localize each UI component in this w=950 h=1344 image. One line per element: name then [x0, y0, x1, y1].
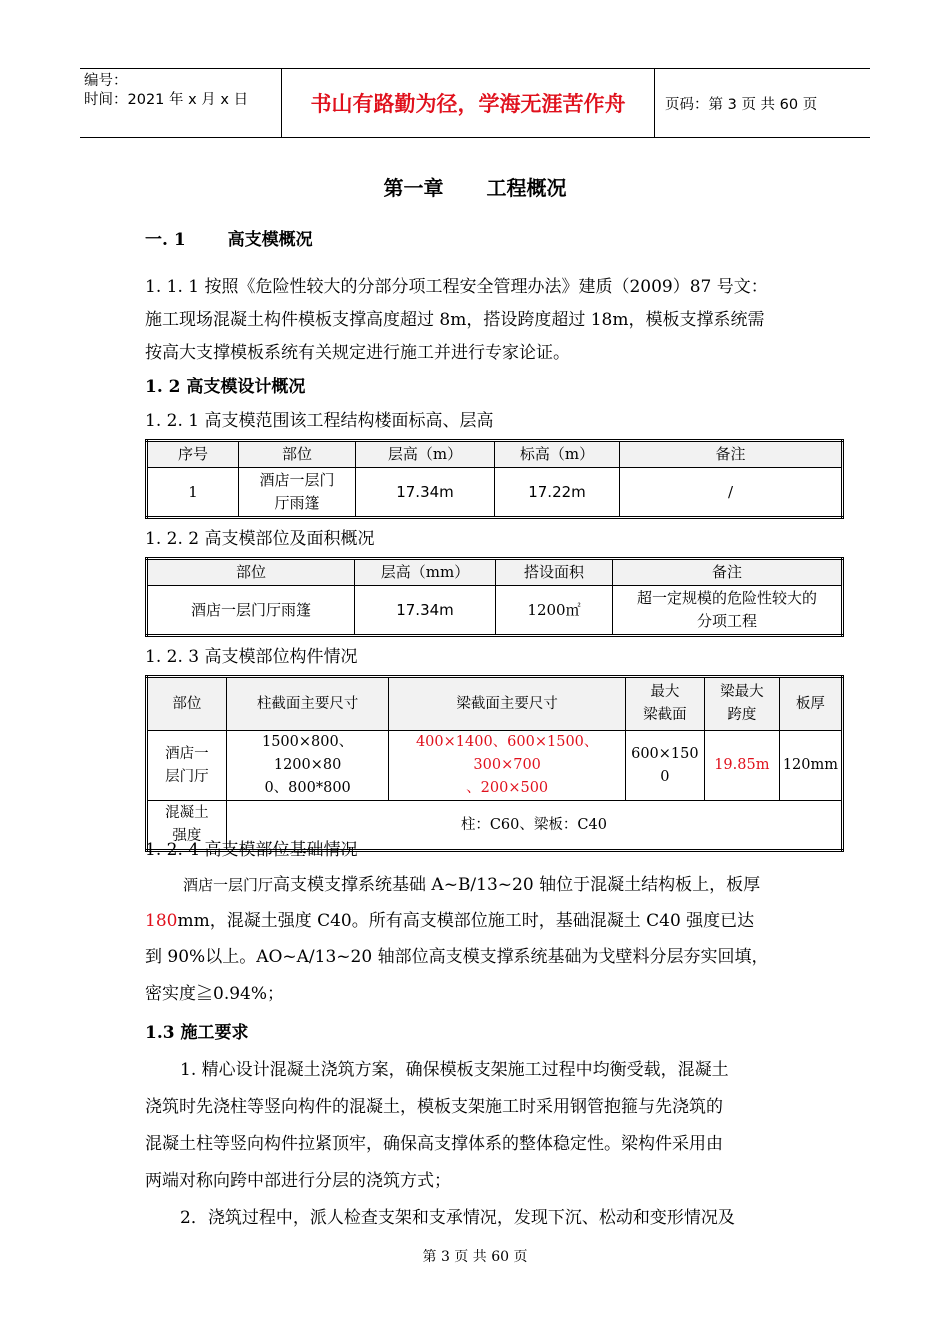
- th-span-line: 梁最大: [720, 684, 764, 700]
- cell-maxbeam: [625, 731, 704, 801]
- paragraph-line: 按高大支撑模板系统有关规定进行施工并进行专家论证。: [145, 343, 570, 363]
- chapter-number: 第一章: [383, 176, 444, 200]
- table-area: [145, 557, 844, 637]
- table-caption-2: 1. 2. 2 高支模部位及面积概况: [145, 529, 375, 549]
- th-part: 部位: [147, 559, 355, 586]
- paragraph-line: [145, 906, 754, 931]
- section-name: 高支模概况: [227, 230, 313, 250]
- cell-label-line: 强度: [172, 828, 202, 844]
- table-header-row: [147, 559, 843, 586]
- paragraph-line: 2．浇筑过程中，派人检查支架和支承情况，发现下沉、松动和变形情况及: [180, 1208, 735, 1228]
- cell-height: 17.34m: [355, 586, 496, 636]
- th-note: 备注: [620, 441, 843, 468]
- paragraph-line: 施工现场混凝土构件模板支撑高度超过 8m，搭设跨度超过 18m，模板支撑系统需: [145, 310, 765, 330]
- section-number: 一. 1: [145, 230, 186, 250]
- paragraph-span: mm，混凝土强度 C40。所有高支模部位施工时，基础混凝土 C40 强度已达: [177, 911, 755, 931]
- th-area: 搭设面积: [496, 559, 613, 586]
- cell-note-line: 分项工程: [696, 612, 757, 630]
- th-part: 部位: [239, 441, 356, 468]
- header-motto: 书山有路勤为径，学海无涯苦作舟: [282, 69, 655, 137]
- highlight-value: 180: [145, 911, 178, 931]
- table-header-row: [147, 677, 843, 731]
- paragraph-line: 两端对称向跨中部进行分层的浇筑方式；: [145, 1171, 451, 1191]
- th-col: 柱截面主要尺寸: [226, 677, 389, 731]
- th-height: 层高（mm）: [355, 559, 496, 586]
- table-row: [147, 468, 843, 518]
- number-label: 编号：: [84, 73, 128, 89]
- th-maxbeam-line: 最大: [650, 684, 680, 700]
- cell-span: 19.85m: [704, 731, 779, 801]
- page-header: [80, 68, 870, 138]
- th-beam: 梁截面主要尺寸: [389, 677, 625, 731]
- cell-beam: [389, 731, 625, 801]
- th-part: 部位: [147, 677, 227, 731]
- th-maxbeam-line: 梁截面: [643, 707, 687, 723]
- cell-part-line: 层门厅: [165, 768, 209, 785]
- th-elev: 标高（m）: [495, 441, 620, 468]
- th-span: [704, 677, 779, 731]
- cell-beam-line: 、200×500: [466, 780, 549, 796]
- th-no: 序号: [147, 441, 239, 468]
- cell-part-line: 酒店一: [165, 745, 209, 762]
- th-maxbeam: [625, 677, 704, 731]
- paragraph-line: 浇筑时先浇柱等竖向构件的混凝土，模板支架施工时采用钢管抱箍与先浇筑的: [145, 1097, 723, 1117]
- section-heading-1-1: [145, 225, 313, 250]
- paragraph-line: 1. 1. 1 按照《危险性较大的分部分项工程安全管理办法》建质（2009）87 号文：: [145, 277, 768, 297]
- cell-col-line: 1500×800、1200×80: [261, 734, 354, 773]
- cell-col: [226, 731, 389, 801]
- paragraph-line: 混凝土柱等竖向构件拉紧顶牢，确保高支撑体系的整体稳定性。梁构件采用由: [145, 1134, 723, 1154]
- date-label: 时间：2021 年 x 月 x 日: [84, 92, 249, 108]
- chapter-name: 工程概况: [486, 176, 567, 200]
- paragraph-line: 密实度≧0.94%；: [145, 984, 285, 1004]
- section-heading-1-3: 1.3 施工要求: [145, 1023, 249, 1043]
- cell-note-line: 超一定规模的危险性较大的: [636, 589, 817, 607]
- cell-part-line: 酒店一层门: [259, 471, 335, 489]
- table-caption-3: 1. 2. 3 高支模部位构件情况: [145, 647, 358, 667]
- th-height: 层高（m）: [356, 441, 495, 468]
- cell-area: 1200㎡: [496, 586, 613, 636]
- paragraph-line: [183, 870, 760, 895]
- paragraph-line: 1. 精心设计混凝土浇筑方案，确保模板支架施工过程中均衡受载，混凝土: [180, 1060, 729, 1080]
- cell-slab: 120mm: [779, 731, 842, 801]
- cell-height: 17.34m: [356, 468, 495, 518]
- cell-label-line: 混凝土: [165, 805, 209, 821]
- cell-part: [147, 731, 227, 801]
- table-members: [145, 675, 844, 852]
- cell-part-line: 厅雨篷: [274, 494, 320, 512]
- header-meta: [80, 69, 282, 137]
- cell-col-line: 0、800*800: [264, 780, 351, 796]
- cell-beam-line: 400×1400、600×1500、300×700: [415, 734, 599, 773]
- cell-maxbeam-line: 600×150: [631, 745, 699, 762]
- table-floor-heights: [145, 439, 844, 519]
- paragraph-span: 高支模支撑系统基础 A~B/13~20 轴位于混凝土结构板上，板厚: [273, 875, 761, 895]
- cell-part: 酒店一层门厅雨篷: [147, 586, 355, 636]
- cell-note: /: [620, 468, 843, 518]
- table-row: [147, 731, 843, 801]
- table-caption-1: 1. 2. 1 高支模范围该工程结构楼面标高、层高: [145, 411, 494, 431]
- paragraph-line: 到 90%以上。AO~A/13~20 轴部位高支模支撑系统基础为戈壁料分层夯实回填，: [145, 947, 769, 967]
- chapter-title: [0, 172, 950, 201]
- th-note: 备注: [613, 559, 843, 586]
- table-row: [147, 586, 843, 636]
- page-footer: 第 3 页 共 60 页: [422, 1249, 528, 1265]
- cell-elev: 17.22m: [495, 468, 620, 518]
- cell-strength: 柱：C60、梁板：C40: [226, 801, 842, 851]
- section-heading-1-2: 1. 2 高支模设计概况: [145, 377, 306, 397]
- section-caption-1-2-4: 1. 2. 4 高支模部位基础情况: [145, 840, 358, 860]
- th-span-line: 跨度: [727, 707, 757, 723]
- table-header-row: [147, 441, 843, 468]
- paragraph-span: 酒店一层门厅: [183, 876, 274, 894]
- header-page-info: 页码：第 3 页 共 60 页: [665, 96, 818, 113]
- th-slab: 板厚: [779, 677, 842, 731]
- cell-no: 1: [147, 468, 239, 518]
- cell-part: [239, 468, 356, 518]
- cell-note: [613, 586, 843, 636]
- cell-maxbeam-line: 0: [660, 768, 670, 785]
